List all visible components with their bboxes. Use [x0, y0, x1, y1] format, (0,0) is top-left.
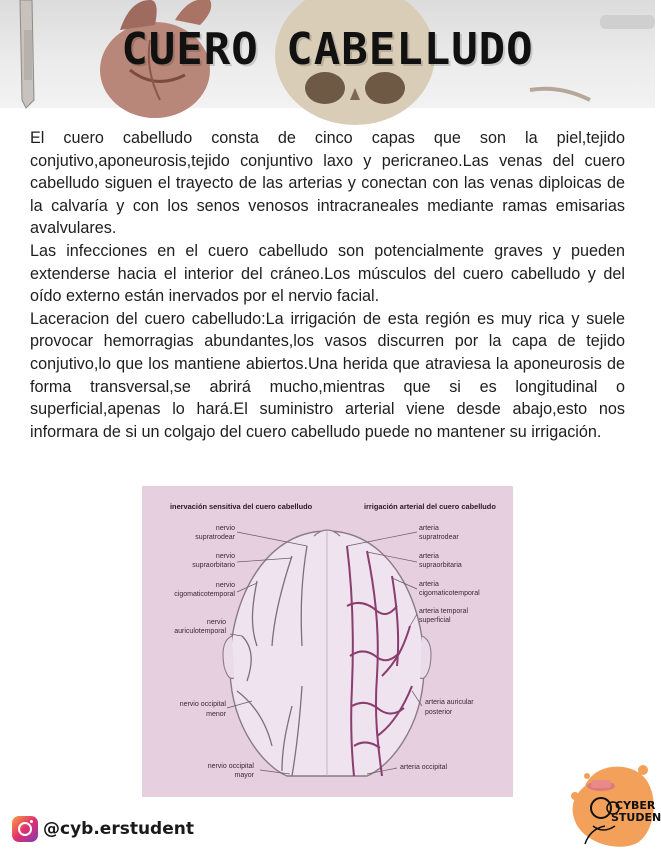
page-title: CUERO CABELLUDO	[121, 24, 534, 75]
scalp-diagram-svg	[142, 486, 513, 797]
label-nervio-cigomaticotemporal-1: nervio	[215, 582, 235, 589]
svg-text:mayor	[235, 772, 255, 779]
svg-text:supratrodear	[419, 534, 459, 541]
instagram-handle[interactable]: @cyb.erstudent	[43, 819, 194, 839]
label-nervio-occipital-mayor-1: nervio occipital	[207, 763, 254, 770]
svg-text:arteria	[419, 581, 439, 588]
svg-text:cigomaticotemporal	[174, 591, 235, 598]
scalp-diagram	[142, 486, 513, 797]
svg-text:nervio occipital	[208, 763, 255, 770]
svg-text:menor	[206, 711, 227, 718]
svg-text:arteria temporal	[419, 608, 468, 615]
label-nervio-occipital-menor-2: menor	[206, 711, 226, 718]
paragraph-laceracion: Laceracion del cuero cabelludo:La irrigación de esta región es muy rica y suele provocar hemorragias abundantes,los vasos discurren por la capa de tejido conjutivo,lo que los mantiene abiertos.Una herida que atraviesa la aponeurosis de forma transversal,se abrirá mucho,mientras que si es longitudinal o superficial,apenas lo hará.El suministro arterial viene desde abajo,esto nos informara de si un colgajo del cuero cabelludo puede no mantener su irrigación.	[30, 309, 625, 441]
logo-text-line2: STUDEN	[611, 811, 661, 824]
label-arteria-supraorbitaria-1: arteria	[419, 553, 439, 560]
svg-text:nervio	[207, 619, 226, 626]
label-nervio-supraorbitario-1: nervio	[215, 553, 235, 560]
svg-text:arteria occipital	[400, 764, 448, 771]
logo-text-line1: CYBER	[615, 799, 656, 812]
svg-text:arteria	[419, 525, 439, 532]
label-nervio-auriculotemporal-2: auriculotemporal	[174, 628, 226, 635]
label-nervio-occipital-mayor-2: mayor	[234, 772, 254, 779]
label-arteria-supratrodear-1: arteria	[419, 525, 439, 532]
svg-text:arteria	[419, 553, 439, 560]
body-text	[30, 127, 625, 443]
instagram-icon	[12, 816, 38, 842]
svg-text:supraorbitario	[192, 562, 235, 569]
diagram-heading-right: irrigación arterial del cuero cabelludo	[364, 502, 496, 511]
label-arteria-cigomaticotemporal-2: cigomaticotemporal	[419, 590, 480, 597]
svg-text:nervio occipital	[180, 701, 227, 708]
svg-text:nervio	[216, 582, 235, 589]
label-arteria-auricular-posterior-2: posterior	[425, 709, 453, 716]
label-nervio-cigomaticotemporal-2: cigomaticotemporal	[174, 591, 235, 598]
svg-text:cigomaticotemporal	[419, 590, 480, 597]
svg-text:auriculotemporal	[174, 628, 226, 635]
label-arteria-temporal-superficial-1: arteria temporal	[419, 608, 469, 615]
header-banner	[0, 0, 655, 108]
cyber-student-logo	[565, 756, 661, 848]
svg-text:nervio	[216, 553, 235, 560]
label-nervio-supratrodear-1: nervio	[215, 525, 235, 532]
label-arteria-supraorbitaria-2: supraorbitaria	[419, 562, 462, 569]
svg-text:arteria auricular	[425, 699, 474, 706]
label-arteria-cigomaticotemporal-1: arteria	[419, 581, 439, 588]
label-arteria-occipital: arteria occipital	[400, 764, 448, 771]
label-nervio-auriculotemporal-1: nervio	[206, 619, 226, 626]
paragraph-capas: El cuero cabelludo consta de cinco capas que son la piel,tejido conjutivo,aponeurosis,tejido conjuntivo laxo y pericraneo.Las venas del cuero cabelludo siguen el trayecto de las arterias y conectan con las venas diploicas de la calvaría y con los senos venosos intracraneales mediante ramas emisarias avalvulares.	[30, 129, 625, 238]
svg-text:supraorbitaria	[419, 562, 462, 569]
diagram-heading-left: inervación sensitiva del cuero cabelludo	[170, 502, 313, 511]
svg-text:nervio	[216, 525, 235, 532]
label-nervio-supratrodear-2: supratrodear	[195, 534, 235, 541]
svg-text:superficial	[419, 617, 451, 624]
label-arteria-auricular-posterior-1: arteria auricular	[425, 699, 474, 706]
svg-text:supratrodear	[195, 534, 235, 541]
label-arteria-temporal-superficial-2: superficial	[419, 617, 451, 624]
label-nervio-supraorbitario-2: supraorbitario	[192, 562, 235, 569]
paragraph-infecciones: Las infecciones en el cuero cabelludo son potencialmente graves y pueden extenderse hacia el interior del cráneo.Los músculos del cuero cabelludo y del oído externo están inervados por el nervio facial.	[30, 241, 625, 306]
svg-text:posterior	[425, 709, 453, 716]
label-arteria-supratrodear-2: supratrodear	[419, 534, 459, 541]
label-nervio-occipital-menor-1: nervio occipital	[179, 701, 226, 708]
instagram-credit[interactable]	[12, 815, 194, 843]
